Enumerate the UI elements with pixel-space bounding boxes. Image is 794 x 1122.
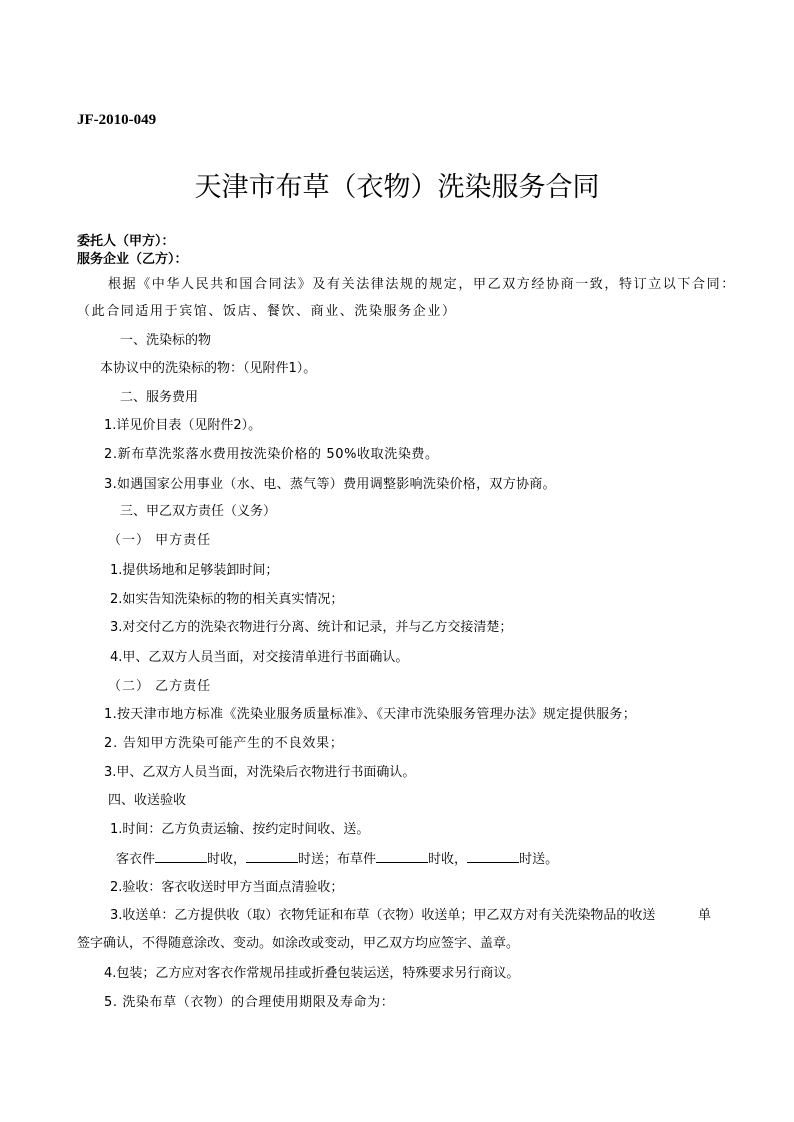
list-item: 2. 告知甲方洗染可能产生的不良效果； — [104, 736, 344, 751]
section-heading: 四、收送验收 — [108, 793, 187, 808]
list-item-continuation: 单 — [698, 908, 712, 923]
section-heading: 三、甲乙双方责任（义务） — [120, 504, 277, 519]
blank-field — [246, 850, 298, 863]
list-item-continuation: 签字确认，不得随意涂改、变动。如涂改或变动，甲乙双方均应签字、盖章。 — [77, 936, 520, 951]
document-number: JF-2010-049 — [77, 112, 157, 128]
schedule-fill-in-line — [116, 850, 558, 869]
section-heading: 一、洗染标的物 — [120, 333, 212, 348]
blank-field — [467, 850, 519, 863]
list-item: 2.新布草洗浆落水费用按洗染价格的 50%收取洗染费。 — [104, 447, 439, 462]
schedule-label: 时收， — [207, 852, 247, 867]
subsection-heading: （二） 乙方责任 — [108, 679, 212, 694]
page-title: 天津市布草（衣物）洗染服务合同 — [194, 172, 600, 203]
list-item: 1.按天津市地方标准《洗染业服务质量标准》、《天津市洗染服务管理办法》规定提供服务； — [104, 707, 637, 722]
list-item: 5. 洗染布草（衣物）的合理使用期限及寿命为： — [104, 995, 395, 1010]
list-item: 3.对交付乙方的洗染衣物进行分离、统计和记录，并与乙方交接清楚； — [110, 620, 513, 635]
schedule-label: 时送。 — [519, 852, 559, 867]
intro-paragraph: 根据《中华人民共和国合同法》及有关法律法规的规定，甲乙双方经协商一致，特订立以下合同： — [108, 277, 736, 292]
schedule-label: 时送；布草件 — [298, 852, 377, 867]
blank-field — [155, 850, 207, 863]
list-item: 1.提供场地和足够装卸时间； — [110, 563, 279, 578]
list-item: 2.如实告知洗染标的物的相关真实情况； — [110, 592, 344, 607]
list-item: 本协议中的洗染标的物：（见附件1）。 — [100, 361, 317, 376]
list-item: 4.包装；乙方应对客衣作常规吊挂或折叠包装运送，特殊要求另行商议。 — [104, 966, 520, 981]
list-item: 4.甲、乙双方人员当面，对交接清单进行书面确认。 — [110, 650, 409, 665]
intro-scope-note: （此合同适用于宾馆、饭店、餐饮、商业、洗染服务企业） — [77, 304, 457, 319]
schedule-label: 时收， — [428, 852, 468, 867]
list-item: 1.详见价目表（见附件2）。 — [104, 418, 262, 433]
list-item: 1.时间：乙方负责运输、按约定时间收、送。 — [110, 822, 370, 837]
list-item: 3.收送单：乙方提供收（取）衣物凭证和布草（衣物）收送单；甲乙双方对有关洗染物品的收送 — [110, 908, 656, 923]
party-a-label: 委托人（甲方）： — [77, 234, 175, 249]
list-item: 2.验收：客衣收送时甲方当面点清验收； — [110, 880, 344, 895]
section-heading: 二、服务费用 — [120, 390, 199, 405]
list-item: 3.如遇国家公用事业（水、电、蒸气等）费用调整影响洗染价格，双方协商。 — [104, 477, 556, 492]
party-b-label: 服务企业（乙方）： — [77, 252, 188, 267]
blank-field — [376, 850, 428, 863]
schedule-label: 客衣件 — [116, 852, 156, 867]
subsection-heading: （一） 甲方责任 — [108, 533, 212, 548]
list-item: 3.甲、乙双方人员当面，对洗染后衣物进行书面确认。 — [104, 765, 416, 780]
